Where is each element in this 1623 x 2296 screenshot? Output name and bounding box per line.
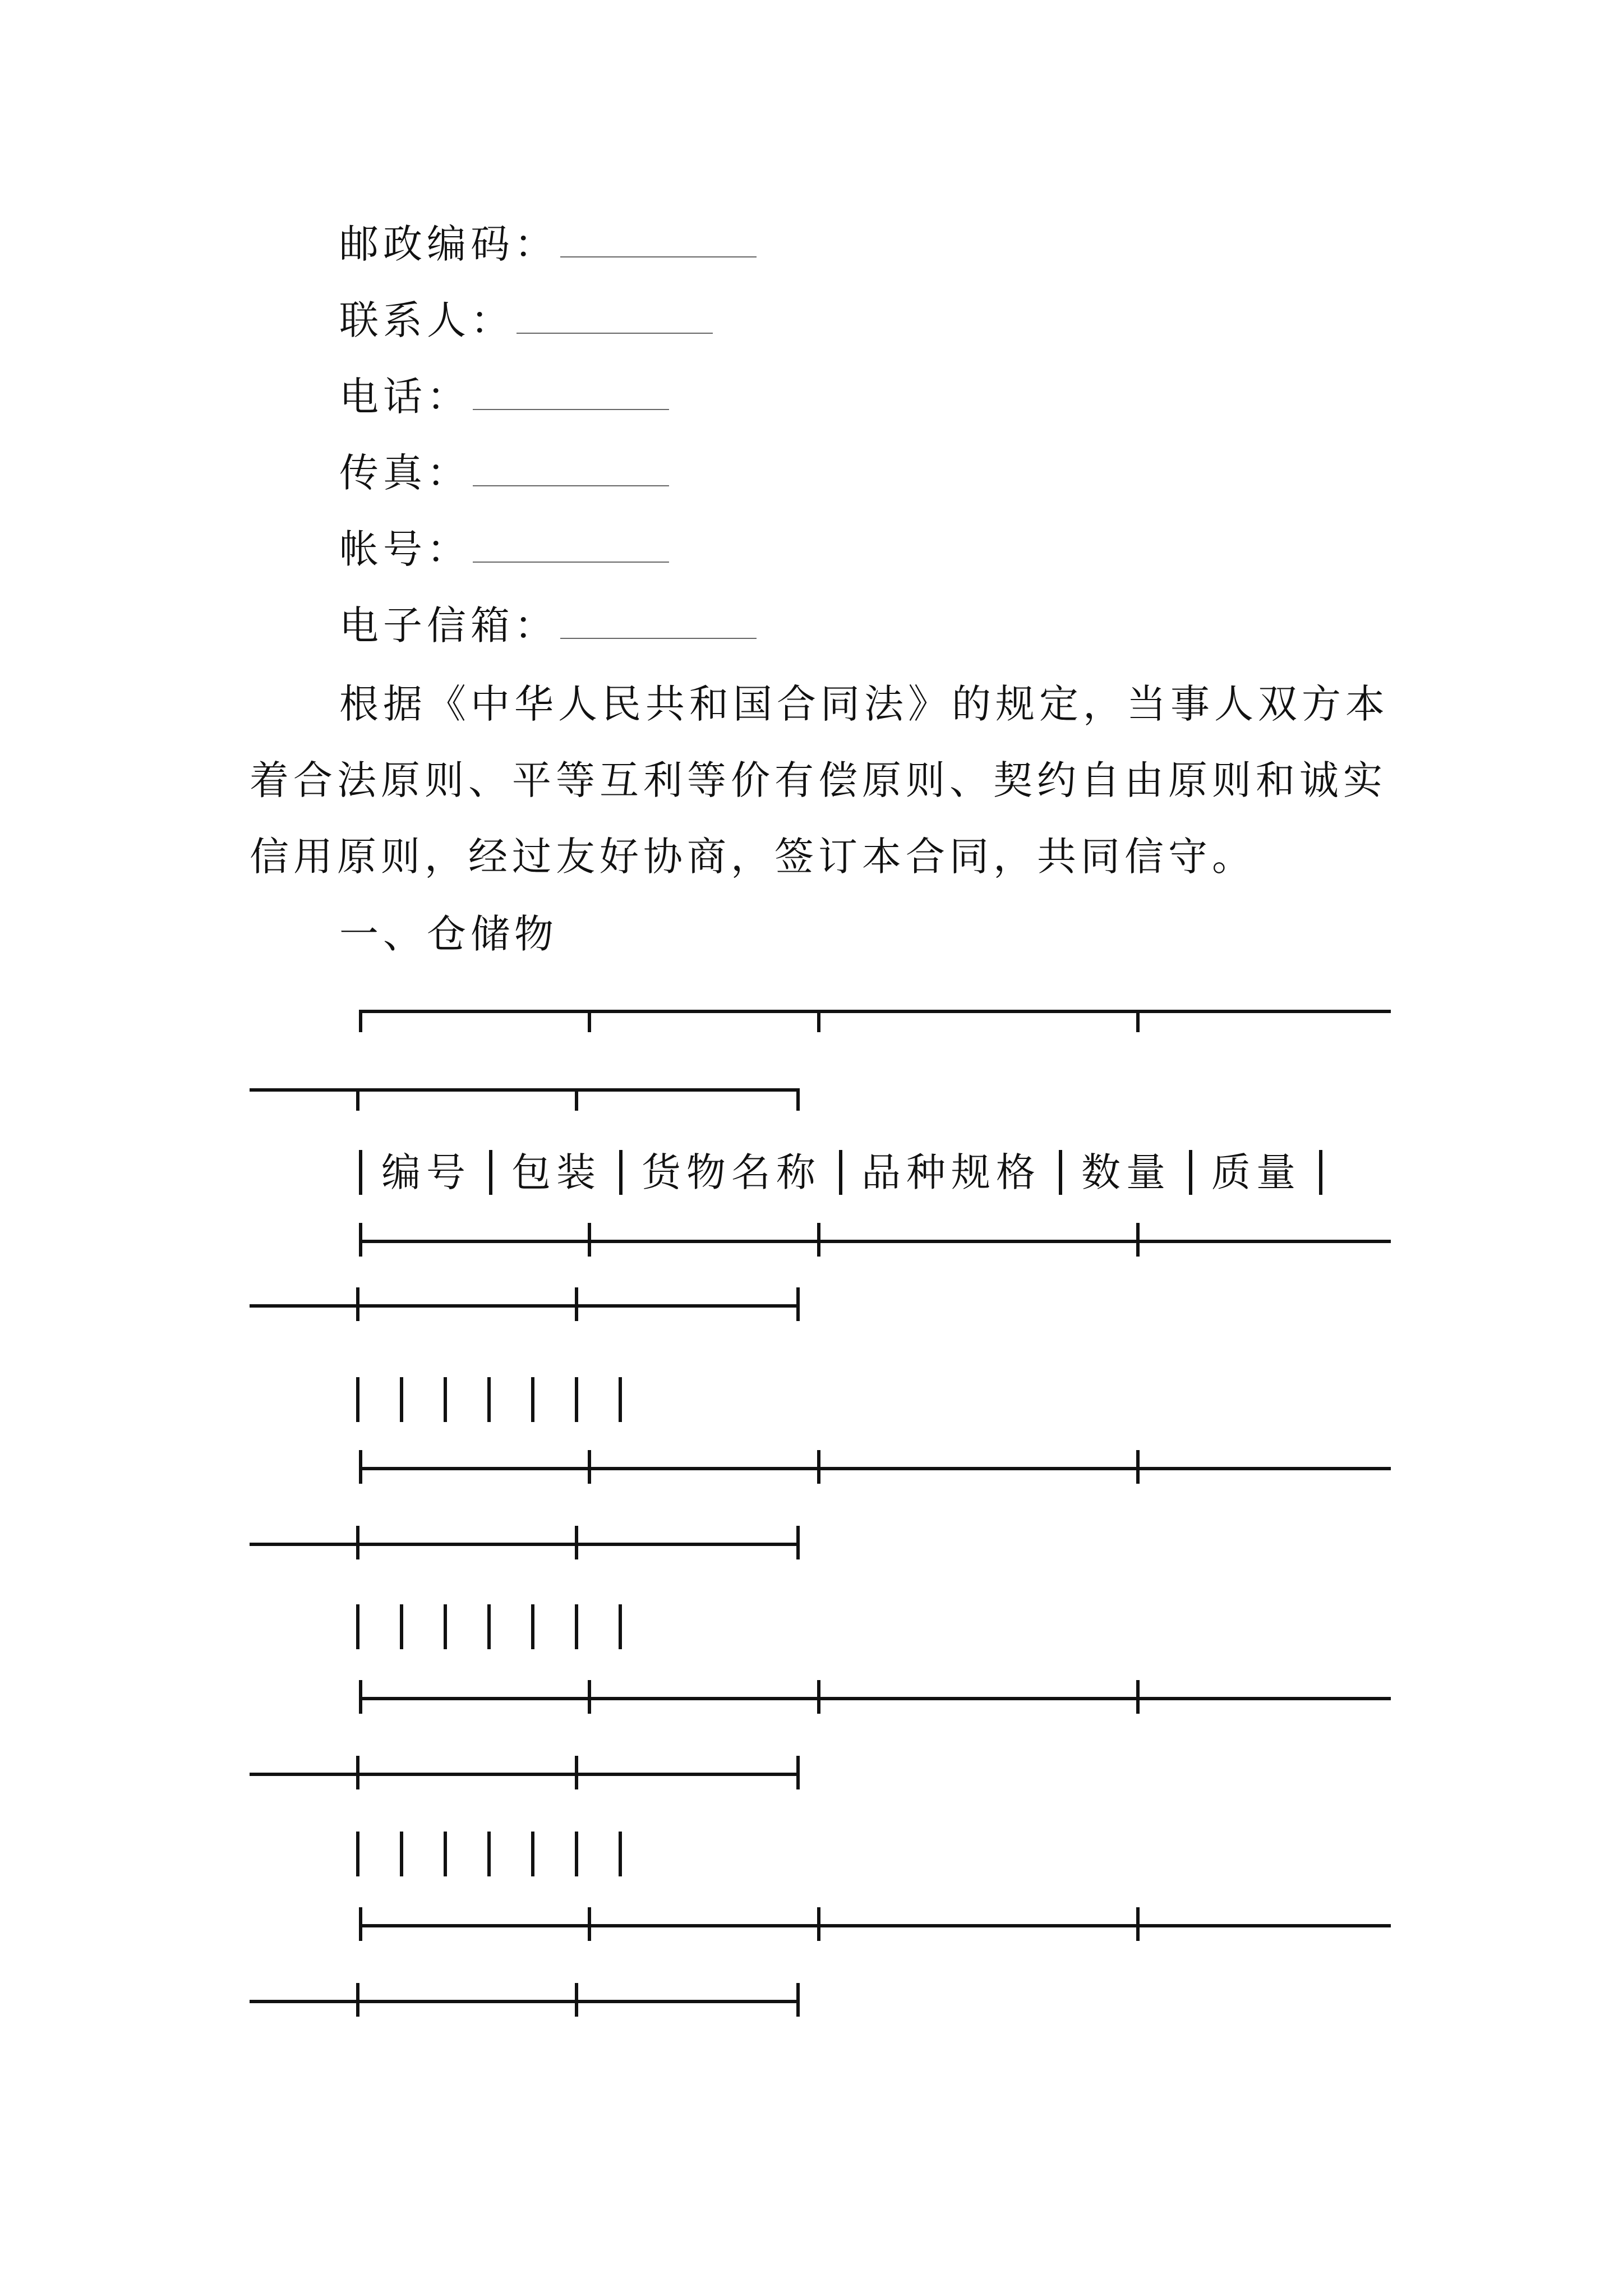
- blank-line: [473, 562, 669, 563]
- blank-line: [560, 638, 757, 639]
- blank-line: [517, 333, 713, 334]
- field-fax: [339, 450, 669, 496]
- field-label: 帐号：: [339, 526, 471, 572]
- field-contact: [339, 297, 713, 343]
- paragraph-line-3: 信用原则，经过友好协商，签订本合同，共同信守。: [250, 834, 1256, 880]
- header-cell: 品种规格: [861, 1149, 1041, 1195]
- blank-line: [473, 485, 669, 486]
- field-label: 电话：: [339, 374, 471, 420]
- paragraph-line-1: 根据《中华人民共和国合同法》的规定，当事人双方本: [339, 681, 1389, 727]
- blank-line: [560, 256, 757, 257]
- table-row: [356, 1832, 693, 1876]
- header-cell: 编号: [381, 1149, 471, 1195]
- blank-line: [473, 409, 669, 410]
- field-phone: [339, 374, 669, 420]
- table-row: [356, 1377, 693, 1422]
- header-cell: 包装: [511, 1149, 601, 1195]
- field-email: [339, 602, 757, 648]
- header-cell: 货物名称: [642, 1149, 821, 1195]
- field-postcode: [339, 221, 757, 267]
- field-label: 电子信箱：: [339, 602, 558, 648]
- field-label: 邮政编码：: [339, 221, 558, 267]
- header-cell: 数量: [1081, 1149, 1171, 1195]
- field-account: [339, 526, 669, 572]
- header-cell: 质量: [1211, 1149, 1301, 1195]
- table-row: [356, 1604, 693, 1649]
- section-heading: 一、仓储物: [339, 911, 558, 957]
- field-label: 传真：: [339, 450, 471, 496]
- field-label: 联系人：: [339, 297, 514, 343]
- paragraph-line-2: 着合法原则、平等互利等价有偿原则、契约自由原则和诚实: [250, 757, 1387, 803]
